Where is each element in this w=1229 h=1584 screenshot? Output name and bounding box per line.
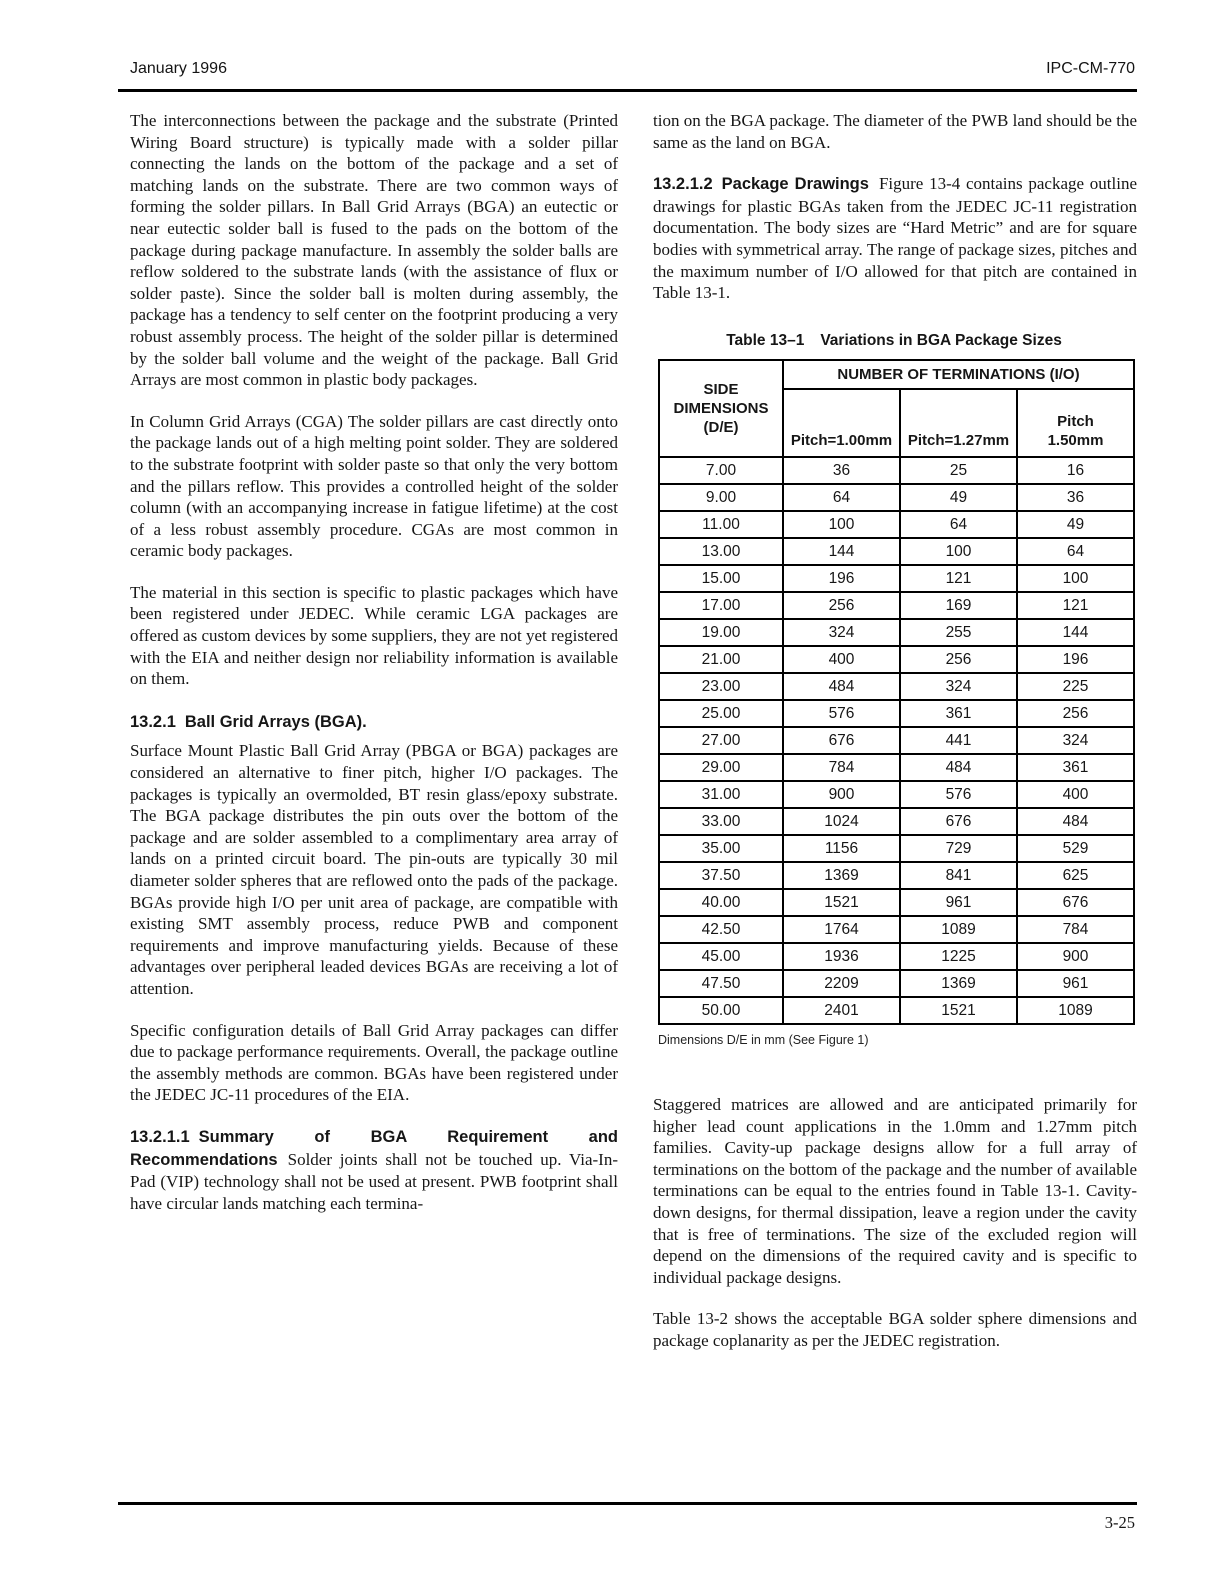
table-cell: 961 xyxy=(1017,970,1134,997)
table-cell: 1764 xyxy=(783,916,900,943)
table-cell: 1225 xyxy=(900,943,1017,970)
table-cell: 45.00 xyxy=(659,943,783,970)
table-row xyxy=(659,916,1134,943)
table-row xyxy=(659,457,1134,484)
table-cell: 144 xyxy=(783,538,900,565)
para-table-13-2: Table 13-2 shows the acceptable BGA solder sphere dimensions and package coplanarity as per the JEDEC registration. xyxy=(653,1309,1137,1350)
section-number: 13.2.1 xyxy=(130,712,176,731)
table-row xyxy=(659,781,1134,808)
table-cell: 144 xyxy=(1017,619,1134,646)
section-title: Ball Grid Arrays (BGA). xyxy=(184,712,367,731)
section-title: Summary of BGA Requirement and Recommendations xyxy=(130,1127,618,1169)
table-cell: 484 xyxy=(1017,808,1134,835)
table-row xyxy=(659,997,1134,1024)
table-row xyxy=(659,754,1134,781)
table-cell: 324 xyxy=(1017,727,1134,754)
table-row xyxy=(659,484,1134,511)
table-cell: 225 xyxy=(1017,673,1134,700)
table-cell: 2209 xyxy=(783,970,900,997)
table-row xyxy=(659,943,1134,970)
para-material: The material in this section is specific to plastic packages which have been registered under JEDEC. While ceramic LGA packages are offered as custom devices by some suppliers, they are not yet registered with the EIA and neither design nor reliability information is available on them. xyxy=(130,582,618,689)
table-cell: 841 xyxy=(900,862,1017,889)
header-rule xyxy=(118,89,1137,92)
table-row xyxy=(659,646,1134,673)
table-cell: 23.00 xyxy=(659,673,783,700)
section-runin-text: Solder joints shall not be touched up. Via-In-Pad (VIP) technology shall not be used at present. PWB footprint shall have circular lands matching each termina- xyxy=(130,1149,618,1213)
para-surface-mount: Surface Mount Plastic Ball Grid Array (PBGA or BGA) packages are considered an alternative to finer pitch, higher I/O packages. The packages is typically an overmolded, BT resin glass/epoxy substrate. The BGA package distributes the pin outs over the bottom of the package and are solder assembled to a complimentary area array of lands on a printed circuit board. The pin-outs are typically 30 mil diameter solder spheres that are reflowed onto the pads of the package. BGAs provide high I/O per unit area of package, are compatible with existing SMT assembly process, reduce PWB and component requirements and improve manufacturing yields. Because of these advantages over peripheral leaded devices BGAs are receiving a lot of attention. xyxy=(130,741,618,998)
table-cell: 9.00 xyxy=(659,484,783,511)
section-title: Package Drawings xyxy=(721,175,869,194)
section-13-2-1-2 xyxy=(653,173,1137,304)
table-cell: 64 xyxy=(900,511,1017,538)
table-cell: 196 xyxy=(1017,646,1134,673)
col-header-pitch-100: Pitch=1.00mm xyxy=(783,389,900,457)
table-row xyxy=(659,592,1134,619)
table-cell: 900 xyxy=(1017,943,1134,970)
table-row xyxy=(659,619,1134,646)
section-13-2-1-1 xyxy=(130,1126,618,1214)
table-cell: 1089 xyxy=(1017,997,1134,1024)
table-cell: 121 xyxy=(1017,592,1134,619)
footer-rule xyxy=(118,1502,1137,1505)
table-cell: 29.00 xyxy=(659,754,783,781)
table-row xyxy=(659,970,1134,997)
para-cga: In Column Grid Arrays (CGA) The solder pillars are cast directly onto the package lands out of a high melting point solder. They are soldered to the substrate footprint with solder paste so that only the very bottom and the pillars reflow. This provides a controlled height of the solder column (with an accompanying increase in fatigue lifetime) at the cost of a less robust assembly procedure. CGAs are most common in ceramic body packages. xyxy=(130,411,618,561)
table-cell: 169 xyxy=(900,592,1017,619)
left-column xyxy=(130,110,618,1351)
table-cell: 16 xyxy=(1017,457,1134,484)
table-cell: 27.00 xyxy=(659,727,783,754)
table-cell: 484 xyxy=(900,754,1017,781)
section-number: 13.2.1.2 xyxy=(653,175,713,194)
table-cell: 2401 xyxy=(783,997,900,1024)
table-cell: 100 xyxy=(1017,565,1134,592)
table-cell: 100 xyxy=(783,511,900,538)
table-cell: 42.50 xyxy=(659,916,783,943)
table-cell: 676 xyxy=(900,808,1017,835)
table-cell: 100 xyxy=(900,538,1017,565)
table-cell: 7.00 xyxy=(659,457,783,484)
right-column xyxy=(653,110,1137,1351)
table-cell: 676 xyxy=(783,727,900,754)
table-cell: 900 xyxy=(783,781,900,808)
table-cell: 576 xyxy=(783,700,900,727)
table-cell: 35.00 xyxy=(659,835,783,862)
table-cell: 625 xyxy=(1017,862,1134,889)
table-body xyxy=(659,457,1134,1024)
table-cell: 1369 xyxy=(783,862,900,889)
col-header-terminations: NUMBER OF TERMINATIONS (I/O) xyxy=(783,360,1134,389)
table-row xyxy=(659,700,1134,727)
section-heading-13-2-1 xyxy=(130,712,618,734)
table-cell: 255 xyxy=(900,619,1017,646)
table-cell: 121 xyxy=(900,565,1017,592)
para-interconnections: The interconnections between the package and the substrate (Printed Wiring Board structure) is typically made with a solder pillar connecting the lands on the bottom of the package and a set of matching lands on the substrate. There are two common ways of forming the solder pillars. In Ball Grid Arrays (BGA) an eutectic or near eutectic solder ball is fused to the pads on the bottom of the package during package manufacture. In assembly the solder balls are reflow soldered to the substrate lands (with the assistance of flux or solder paste). Since the solder ball is molten during assembly, the package has a tendency to self center on the footprint producing a very robust assembly process. The height of the solder pillar is determined by the solder ball volume and the weight of the package. Ball Grid Arrays are most common in plastic body packages. xyxy=(130,111,618,390)
table-cell: 37.50 xyxy=(659,862,783,889)
table-cell: 1369 xyxy=(900,970,1017,997)
table-title-text: Variations in BGA Package Sizes xyxy=(820,331,1062,349)
para-continuation: tion on the BGA package. The diameter of the PWB land should be the same as the land on BGA. xyxy=(653,111,1137,152)
col-header-pitch-150: Pitch 1.50mm xyxy=(1017,389,1134,457)
table-cell: 15.00 xyxy=(659,565,783,592)
table-cell: 1521 xyxy=(900,997,1017,1024)
table-cell: 21.00 xyxy=(659,646,783,673)
table-cell: 64 xyxy=(783,484,900,511)
table-cell: 25 xyxy=(900,457,1017,484)
table-cell: 324 xyxy=(783,619,900,646)
table-row xyxy=(659,673,1134,700)
table-cell: 47.50 xyxy=(659,970,783,997)
running-header xyxy=(130,60,1135,78)
table-cell: 784 xyxy=(1017,916,1134,943)
table-cell: 361 xyxy=(1017,754,1134,781)
table-cell: 1936 xyxy=(783,943,900,970)
table-row xyxy=(659,727,1134,754)
table-title-label: Table 13–1 xyxy=(726,331,805,349)
table-row xyxy=(659,835,1134,862)
table-cell: 19.00 xyxy=(659,619,783,646)
section-runin-text: Figure 13-4 contains package outline drawings for plastic BGAs taken from the JEDEC JC-11 registration documentation. The body sizes are “Hard Metric” and are for square bodies with symmetrical array. The range of package sizes, pitches and the maximum number of I/O allowed for that pitch are contained in Table 13-1. xyxy=(653,174,1137,303)
table-title xyxy=(653,330,1135,352)
table-footnote: Dimensions D/E in mm (See Figure 1) xyxy=(658,1033,869,1048)
table-cell: 50.00 xyxy=(659,997,783,1024)
table-cell: 36 xyxy=(783,457,900,484)
para-staggered: Staggered matrices are allowed and are anticipated primarily for higher lead count applications in the 1.0mm and 1.27mm pitch families. Cavity-up package designs allow for a full array of terminations on the bottom of the package and the number of available terminations can be equal to the entries found in Table 13-1. Cavity-down designs, for thermal dissipation, leave a region under the cavity that is free of terminations. The size of the excluded region will depend on the dimensions of the required cavity and is specific to individual package designs. xyxy=(653,1094,1137,1287)
table-cell: 1024 xyxy=(783,808,900,835)
table-cell: 324 xyxy=(900,673,1017,700)
table-row xyxy=(659,565,1134,592)
table-cell: 40.00 xyxy=(659,889,783,916)
table-cell: 729 xyxy=(900,835,1017,862)
table-cell: 676 xyxy=(1017,889,1134,916)
header-doc-number: IPC-CM-770 xyxy=(1046,60,1135,77)
table-cell: 361 xyxy=(900,700,1017,727)
table-cell: 11.00 xyxy=(659,511,783,538)
page-body xyxy=(130,110,1137,1351)
table-cell: 31.00 xyxy=(659,781,783,808)
table-cell: 961 xyxy=(900,889,1017,916)
bga-package-sizes-table xyxy=(658,359,1135,1025)
table-cell: 25.00 xyxy=(659,700,783,727)
table-row xyxy=(659,889,1134,916)
table-13-1 xyxy=(653,330,1137,1052)
table-cell: 64 xyxy=(1017,538,1134,565)
table-row xyxy=(659,538,1134,565)
table-cell: 1156 xyxy=(783,835,900,862)
table-cell: 33.00 xyxy=(659,808,783,835)
table-cell: 441 xyxy=(900,727,1017,754)
table-cell: 1521 xyxy=(783,889,900,916)
table-cell: 256 xyxy=(900,646,1017,673)
table-head xyxy=(659,360,1134,457)
table-cell: 36 xyxy=(1017,484,1134,511)
table-cell: 400 xyxy=(1017,781,1134,808)
header-date: January 1996 xyxy=(130,60,227,77)
table-cell: 17.00 xyxy=(659,592,783,619)
table-row xyxy=(659,808,1134,835)
page-number: 3-25 xyxy=(1104,1513,1135,1532)
table-cell: 13.00 xyxy=(659,538,783,565)
table-cell: 1089 xyxy=(900,916,1017,943)
table-cell: 400 xyxy=(783,646,900,673)
table-cell: 256 xyxy=(783,592,900,619)
col-header-side-dimensions: SIDE DIMENSIONS (D/E) xyxy=(659,360,783,457)
table-cell: 576 xyxy=(900,781,1017,808)
table-row xyxy=(659,511,1134,538)
table-cell: 256 xyxy=(1017,700,1134,727)
table-cell: 196 xyxy=(783,565,900,592)
para-specific-config: Specific configuration details of Ball Grid Array packages can differ due to package performance requirements. Overall, the package outline the assembly methods are common. BGAs have been registered under the JEDEC JC-11 procedures of the EIA. xyxy=(130,1020,618,1105)
section-number: 13.2.1.1 xyxy=(130,1127,190,1146)
table-cell: 529 xyxy=(1017,835,1134,862)
table-cell: 784 xyxy=(783,754,900,781)
table-row xyxy=(659,862,1134,889)
table-cell: 49 xyxy=(1017,511,1134,538)
table-cell: 49 xyxy=(900,484,1017,511)
table-cell: 484 xyxy=(783,673,900,700)
col-header-pitch-127: Pitch=1.27mm xyxy=(900,389,1017,457)
